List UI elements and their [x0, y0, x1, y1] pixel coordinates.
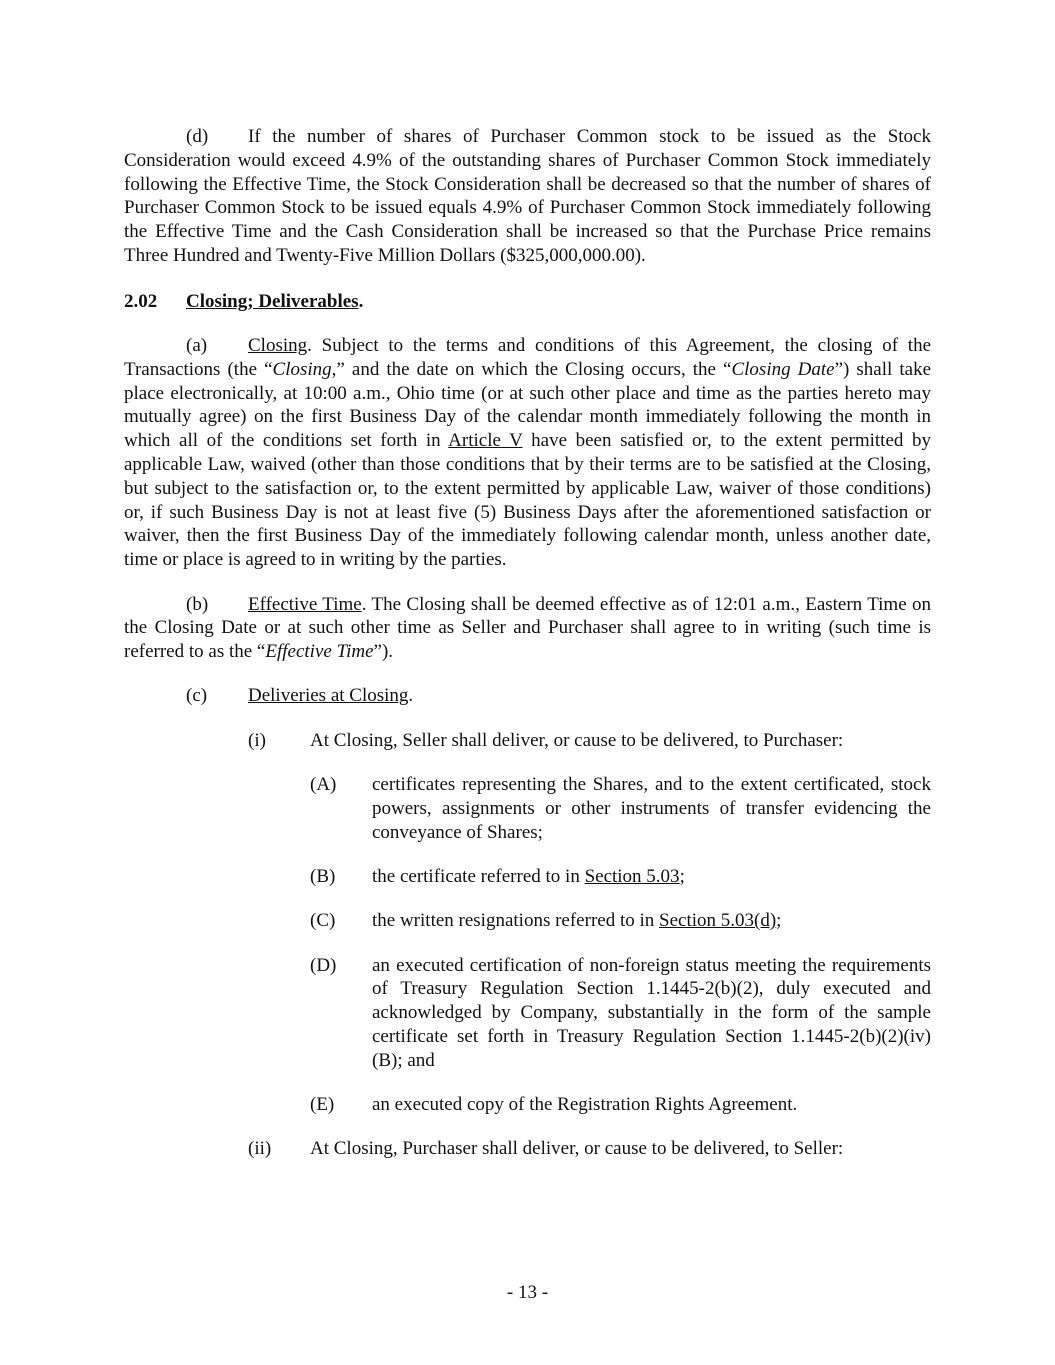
item-B-text-2: ; [679, 865, 685, 887]
paragraph-a-text-1: . Subject to the terms and conditions of this Agreement, the closing of the Transactions (the “ [124, 335, 931, 380]
item-A-label: (A) [310, 774, 337, 796]
page-number: - 13 - [506, 1282, 549, 1303]
section-heading [124, 290, 931, 314]
item-C-text-1: the written resignations referred to in [372, 910, 660, 932]
section-number: 2.02 [124, 290, 158, 312]
item-i [124, 729, 931, 753]
item-B [124, 865, 931, 889]
item-ii-label: (ii) [248, 1138, 272, 1160]
paragraph-b-heading: Effective Time [248, 593, 362, 615]
section-title: Closing; Deliverables [186, 290, 359, 312]
item-ii [124, 1137, 931, 1161]
item-C-label: (C) [310, 910, 336, 932]
item-i-label: (i) [248, 729, 266, 751]
paragraph-a-text-4: have been satisfied or, to the extent permitted by applicable Law, waived (other than those conditions that by their terms are to be satisfied at the Closing, but subject to the satisfaction or, to the extent permitted by applicable Law, waiver of those conditions) or, if such Business Day is not at least five (5) Business Days after the aforementioned satisfaction or waiver, then the first Business Day of the immediately following calendar month, unless another date, time or place is agreed to in writing by the parties. [124, 430, 931, 571]
item-A [124, 773, 931, 844]
paragraph-a-label: (a) [186, 335, 208, 357]
item-ii-text: At Closing, Purchaser shall deliver, or cause to be delivered, to Seller: [310, 1138, 844, 1160]
item-D [124, 954, 931, 1073]
item-D-label: (D) [310, 954, 337, 976]
paragraph-c-heading: Deliveries at Closing [248, 685, 409, 707]
section-5-03d-reference: Section 5.03(d) [659, 910, 777, 932]
paragraph-a-text-3: ”) shall take place electronically, at 10:00 a.m., Ohio time (or at such other place and time as the parties hereto may mutually agree) on the first Business Day of the calendar month immediately following the month in which all of the conditions set forth in [124, 358, 932, 452]
item-i-text: At Closing, Seller shall deliver, or cause to be delivered, to Purchaser: [310, 729, 844, 751]
item-C-text-2: ; [776, 910, 782, 932]
paragraph-d-label: (d) [186, 126, 209, 147]
item-E-text: an executed copy of the Registration Rights Agreement. [372, 1094, 798, 1115]
paragraph-b-label: (b) [186, 593, 209, 615]
paragraph-a-text-2: ,” and the date on which the Closing occurs, the “ [331, 358, 732, 380]
item-B-text-1: the certificate referred to in [372, 865, 585, 887]
document-page [124, 125, 931, 1161]
paragraph-a-heading: Closing [248, 335, 308, 357]
paragraph-b-text-1: . The Closing shall be deemed effective as of 12:01 a.m., Eastern Time on the Closing Date or at such other time as Seller and Purchaser shall agree to in writing (such time is referred to as the “ [124, 593, 931, 663]
item-A-text: certificates representing the Shares, and to the extent certificated, stock powers, assignments or other instruments of transfer evidencing the conveyance of Shares; [372, 774, 931, 843]
defined-term-effective-time: Effective Time [265, 641, 374, 663]
paragraph-c-period: . [408, 685, 414, 707]
paragraph-b [124, 593, 931, 664]
paragraph-b-text-2: ”). [373, 641, 394, 663]
paragraph-c [124, 684, 931, 708]
section-title-period: . [358, 290, 364, 312]
paragraph-c-label: (c) [186, 685, 208, 707]
item-E-label: (E) [310, 1094, 335, 1115]
paragraph-d [124, 125, 931, 268]
paragraph-d-text: If the number of shares of Purchaser Common stock to be issued as the Stock Consideration would exceed 4.9% of the outstanding shares of Purchaser Common Stock immediately following the Effective Time, the Stock Consideration shall be decreased so that the number of shares of Purchaser Common Stock to be issued equals 4.9% of Purchaser Common Stock immediately following the Effective Time and the Cash Consideration shall be increased so that the Purchase Price remains Three Hundred and Twenty-Five Million Dollars ($325,000,000.00). [124, 126, 931, 266]
item-C [124, 909, 931, 933]
item-E [124, 1093, 931, 1117]
defined-term-closing: Closing [272, 358, 332, 380]
defined-term-closing-date: Closing Date [731, 358, 835, 380]
section-5-03-reference: Section 5.03 [584, 865, 680, 887]
item-B-label: (B) [310, 865, 336, 887]
paragraph-a [124, 334, 931, 572]
item-D-text: an executed certification of non-foreign status meeting the requirements of Treasury Regulation Section 1.1445-2(b)(2), duly executed and acknowledged by Company, substantially in the form of the sample certificate set forth in Treasury Regulation Section 1.1445-2(b)(2)(iv)(B); and [372, 954, 931, 1071]
article-v-reference: Article V [448, 430, 523, 452]
